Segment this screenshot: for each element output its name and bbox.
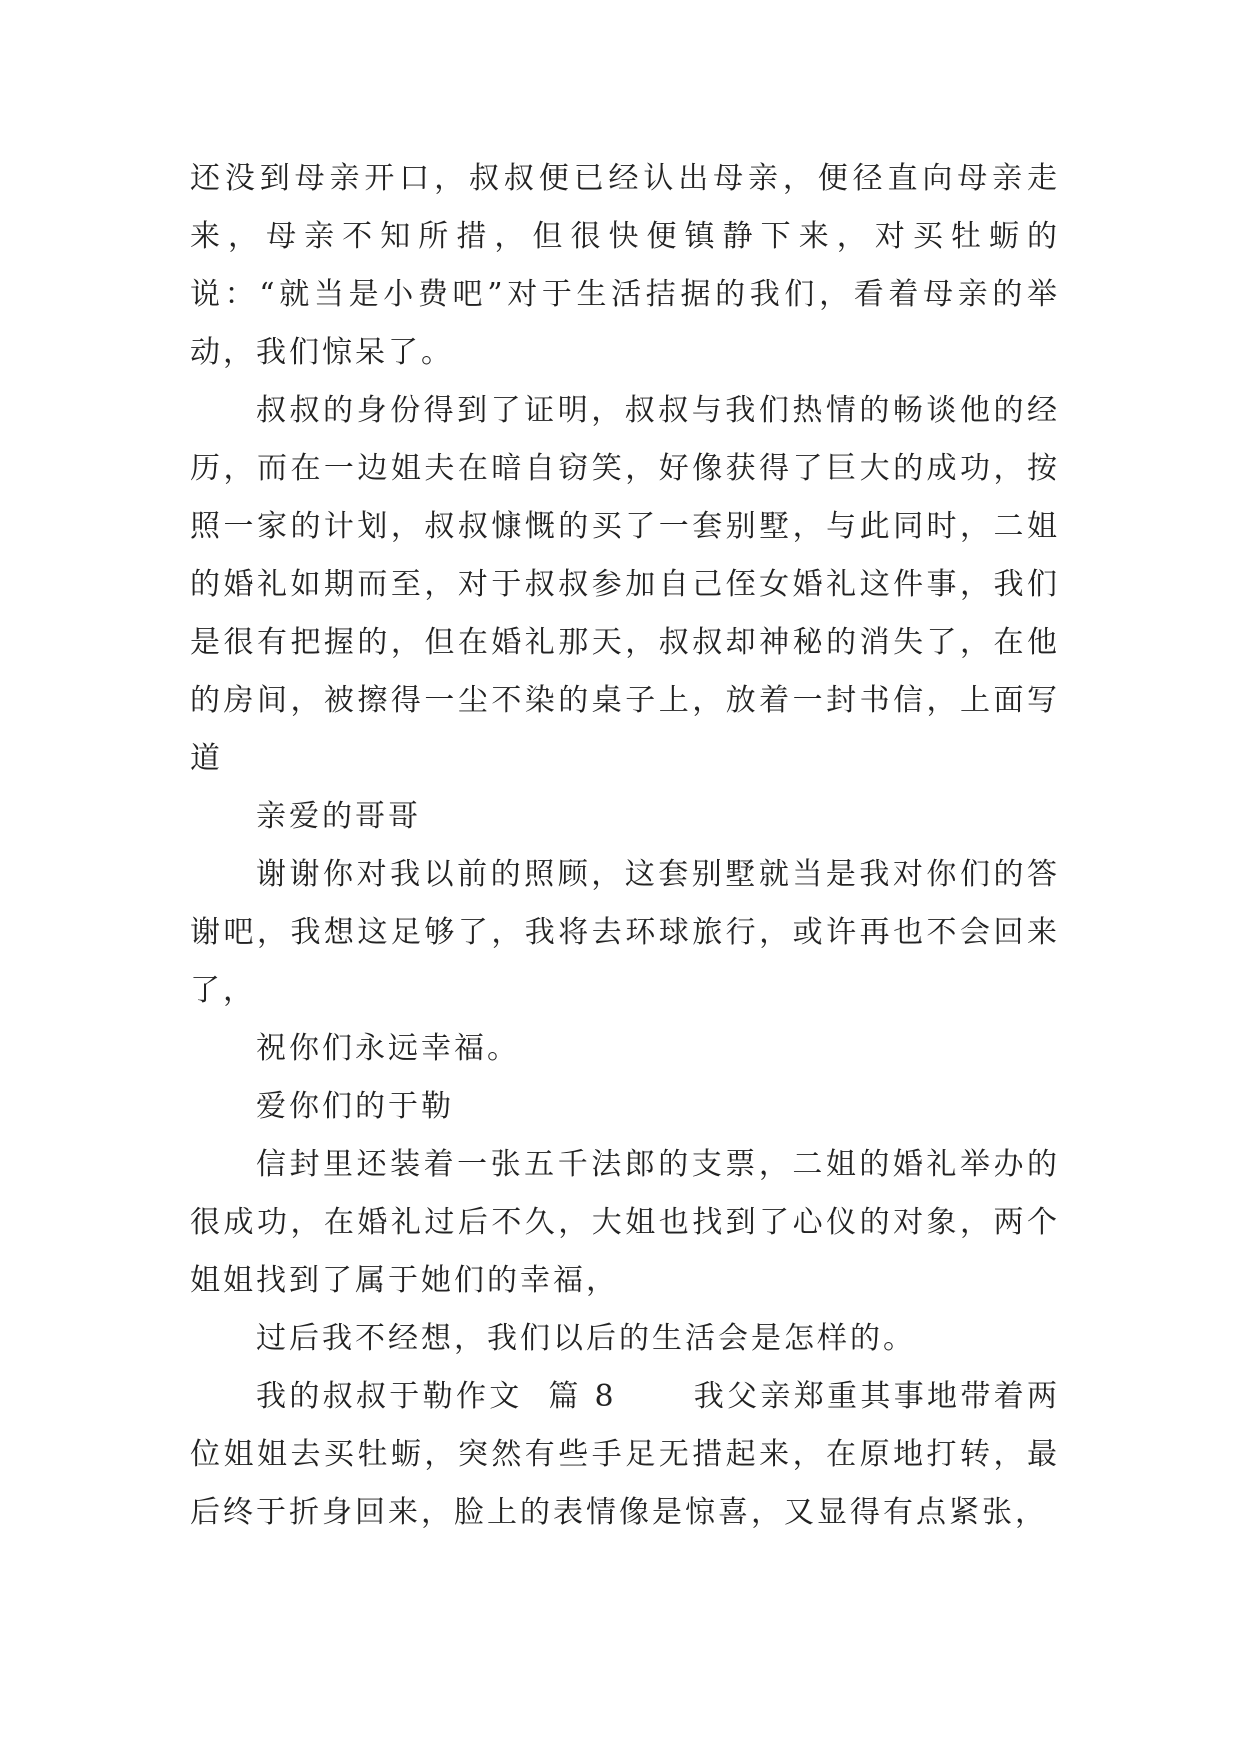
paragraph-9: 我的叔叔于勒作文 篇 8 我父亲郑重其事地带着两位姐姐去买牡蛎，突然有些手足无措起来，在原地打转，最后终于折身回来，脸上的表情像是惊喜，又显得有点紧张， (190, 1379, 1060, 1530)
paragraph-8: 过后我不经想，我们以后的生活会是怎样的。 (256, 1321, 916, 1356)
paragraph-7: 信封里还装着一张五千法郎的支票，二姐的婚礼举办的很成功，在婚礼过后不久，大姐也找到了心仪的对象，两个姐姐找到了属于她们的幸福， (190, 1147, 1060, 1298)
letter-closing: 祝你们永远幸福。 (256, 1031, 520, 1066)
paragraph-1: 还没到母亲开口，叔叔便已经认出母亲，便径直向母亲走来，母亲不知所措，但很快便镇静下来，对买牡蛎的说：“就当是小费吧”对于生活拮据的我们，看着母亲的举动，我们惊呆了。 (190, 161, 1060, 370)
letter-salutation: 亲爱的哥哥 (256, 799, 421, 834)
paragraph-2: 叔叔的身份得到了证明，叔叔与我们热情的畅谈他的经历，而在一边姐夫在暗自窃笑，好像获得了巨大的成功，按照一家的计划，叔叔慷慨的买了一套别墅，与此同时，二姐的婚礼如期而至，对于叔叔参加自己侄女婚礼这件事，我们是很有把握的，但在婚礼那天，叔叔却神秘的消失了，在他的房间，被擦得一尘不染的桌子上，放着一封书信，上面写道 (190, 393, 1060, 776)
letter-body: 谢谢你对我以前的照顾，这套别墅就当是我对你们的答谢吧，我想这足够了，我将去环球旅行，或许再也不会回来了， (190, 857, 1060, 1008)
letter-signature: 爱你们的于勒 (256, 1089, 454, 1124)
body-text (190, 150, 1060, 1542)
